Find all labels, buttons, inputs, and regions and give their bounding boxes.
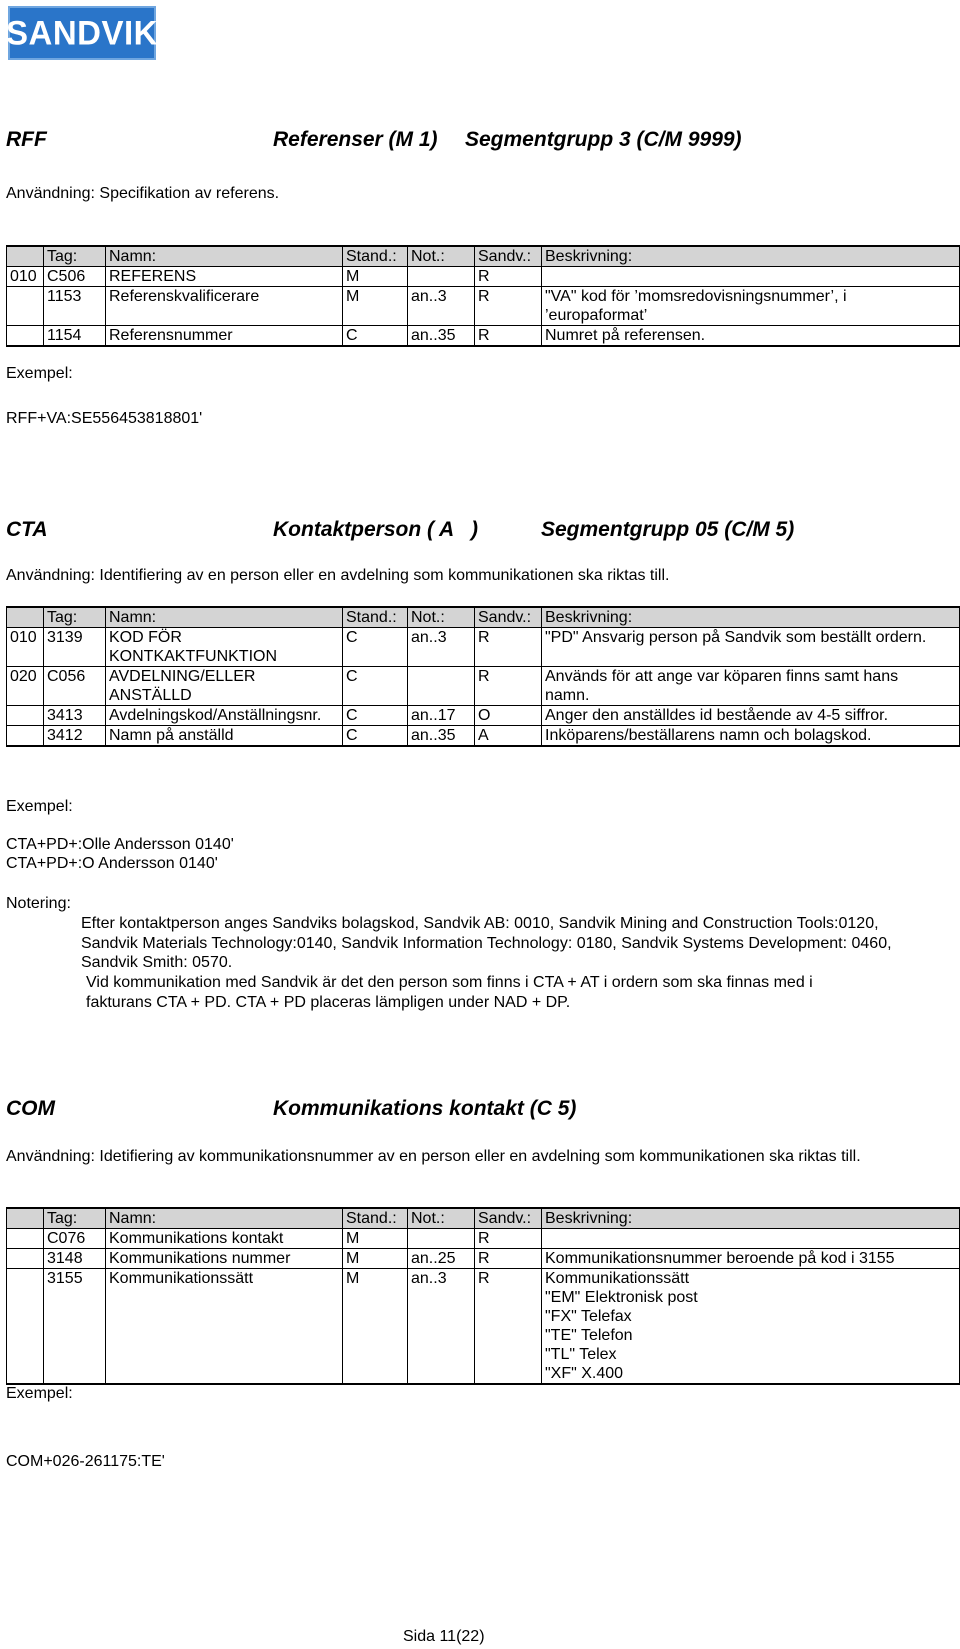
sandvik-logo — [5, 6, 159, 60]
header-not: Not.: — [408, 1208, 475, 1229]
cta-example-2: CTA+PD+:O Andersson 0140' — [6, 855, 218, 872]
logo-text: SANDVIK — [5, 13, 159, 52]
code-list-title: Kommunikationssätt — [545, 1270, 690, 1287]
rff-example: RFF+VA:SE556453818801' — [6, 410, 203, 427]
code-item: "FX" Telefax — [545, 1308, 632, 1325]
header-name: Namn: — [106, 246, 343, 267]
com-usage: Användning: Idetifiering av kommunikationsnummer av en person eller en avdelning som kommunikationen ska riktas till. — [6, 1148, 861, 1165]
com-spec-table — [6, 1207, 960, 1385]
rff-usage: Användning: Specifikation av referens. — [6, 185, 280, 202]
code-item: "TE" Telefon — [545, 1327, 633, 1344]
header-stand: Stand.: — [343, 246, 408, 267]
cta-segment-title: Kontaktperson ( A ) — [273, 518, 478, 541]
header-not: Not.: — [408, 246, 475, 267]
cta-spec-table — [6, 606, 960, 747]
code-item: "EM" Elektronisk post — [545, 1289, 698, 1306]
rff-example-label: Exempel: — [6, 365, 73, 382]
table-header-row — [7, 607, 960, 628]
com-segment-tag: COM — [6, 1097, 55, 1120]
header-stand: Stand.: — [343, 607, 408, 628]
code-item: "TL" Telex — [545, 1346, 617, 1363]
header-beskrivning: Beskrivning: — [542, 607, 960, 628]
com-segment-title: Kommunikations kontakt (C 5) — [273, 1097, 577, 1120]
table-header-row — [7, 246, 960, 267]
table-row: C076 Kommunikations kontakt M R — [7, 1229, 960, 1249]
header-sandv: Sandv.: — [475, 246, 542, 267]
table-row: 020 C056 AVDELNING/ELLER ANSTÄLLD C R Används för att ange var köparen finns samt hans namn. — [7, 667, 960, 706]
table-row: 3148 Kommunikations nummer M an..25 R Kommunikationsnummer beroende på kod i 3155 — [7, 1249, 960, 1269]
header-tag: Tag: — [44, 607, 106, 628]
cta-example-1: CTA+PD+:Olle Andersson 0140' — [6, 836, 234, 853]
table-row: 3412 Namn på anställd C an..35 A Inköparens/beställarens namn och bolagskod. — [7, 726, 960, 747]
header-sandv: Sandv.: — [475, 1208, 542, 1229]
cta-note-2: Vid kommunikation med Sandvik är det den person som finns i CTA + AT i ordern som ska finnas med i fakturans CTA + PD. CTA + PD placeras lämpligen under NAD + DP. — [86, 974, 813, 1011]
header-stand: Stand.: — [343, 1208, 408, 1229]
header-beskrivning: Beskrivning: — [542, 1208, 960, 1229]
table-row: 010 3139 KOD FÖR KONTKAKTFUNKTION C an..3 R "PD" Ansvarig person på Sandvik som beställt ordern. — [7, 628, 960, 667]
table-row: 3413 Avdelningskod/Anställningsnr. C an..17 O Anger den anställdes id bestående av 4-5 siffror. — [7, 706, 960, 726]
rff-segment-tag: RFF — [6, 128, 47, 151]
page-number: Sida 11(22) — [403, 1628, 485, 1645]
code-item: "XF" X.400 — [545, 1365, 624, 1382]
table-row: 010 C506 REFERENS M R — [7, 267, 960, 287]
header-tag: Tag: — [44, 1208, 106, 1229]
header-name: Namn: — [106, 607, 343, 628]
header-not: Not.: — [408, 607, 475, 628]
table-row: 1153 Referenskvalificerare M an..3 R "VA" kod för ’momsredovisningsnummer’, i ’europaformat’ — [7, 287, 960, 326]
header-beskrivning: Beskrivning: — [542, 246, 960, 267]
com-example-label: Exempel: — [6, 1385, 73, 1402]
header-sandv: Sandv.: — [475, 607, 542, 628]
rff-segment-group: Segmentgrupp 3 (C/M 9999) — [465, 128, 742, 151]
cta-segment-tag: CTA — [6, 518, 48, 541]
rff-spec-table — [6, 245, 960, 347]
cta-usage: Användning: Identifiering av en person eller en avdelning som kommunikationen ska riktas till. — [6, 567, 670, 584]
header-name: Namn: — [106, 1208, 343, 1229]
cta-segment-group: Segmentgrupp 05 (C/M 5) — [541, 518, 795, 541]
table-row: 3155 Kommunikationssätt M an..3 R Kommunikationssätt "EM" Elektronisk post "FX" Telefax "TE" Telefon "TL" Telex "XF" X.400 — [7, 1269, 960, 1385]
table-header-row — [7, 1208, 960, 1229]
cta-example-label: Exempel: — [6, 798, 73, 815]
rff-segment-title: Referenser (M 1) — [273, 128, 438, 151]
com-example: COM+026-261175:TE' — [6, 1453, 165, 1470]
cta-note-1: Efter kontaktperson anges Sandviks bolagskod, Sandvik AB: 0010, Sandvik Mining and Construction Tools:0120, Sandvik Materials Technology:0140, Sandvik Information Technology: 0180, Sandvik Systems Development: 0460, Sandvik Smith: 0570. — [81, 915, 892, 971]
cta-note-label: Notering: — [6, 895, 71, 912]
table-row: 1154 Referensnummer C an..35 R Numret på referensen. — [7, 326, 960, 347]
header-tag: Tag: — [44, 246, 106, 267]
